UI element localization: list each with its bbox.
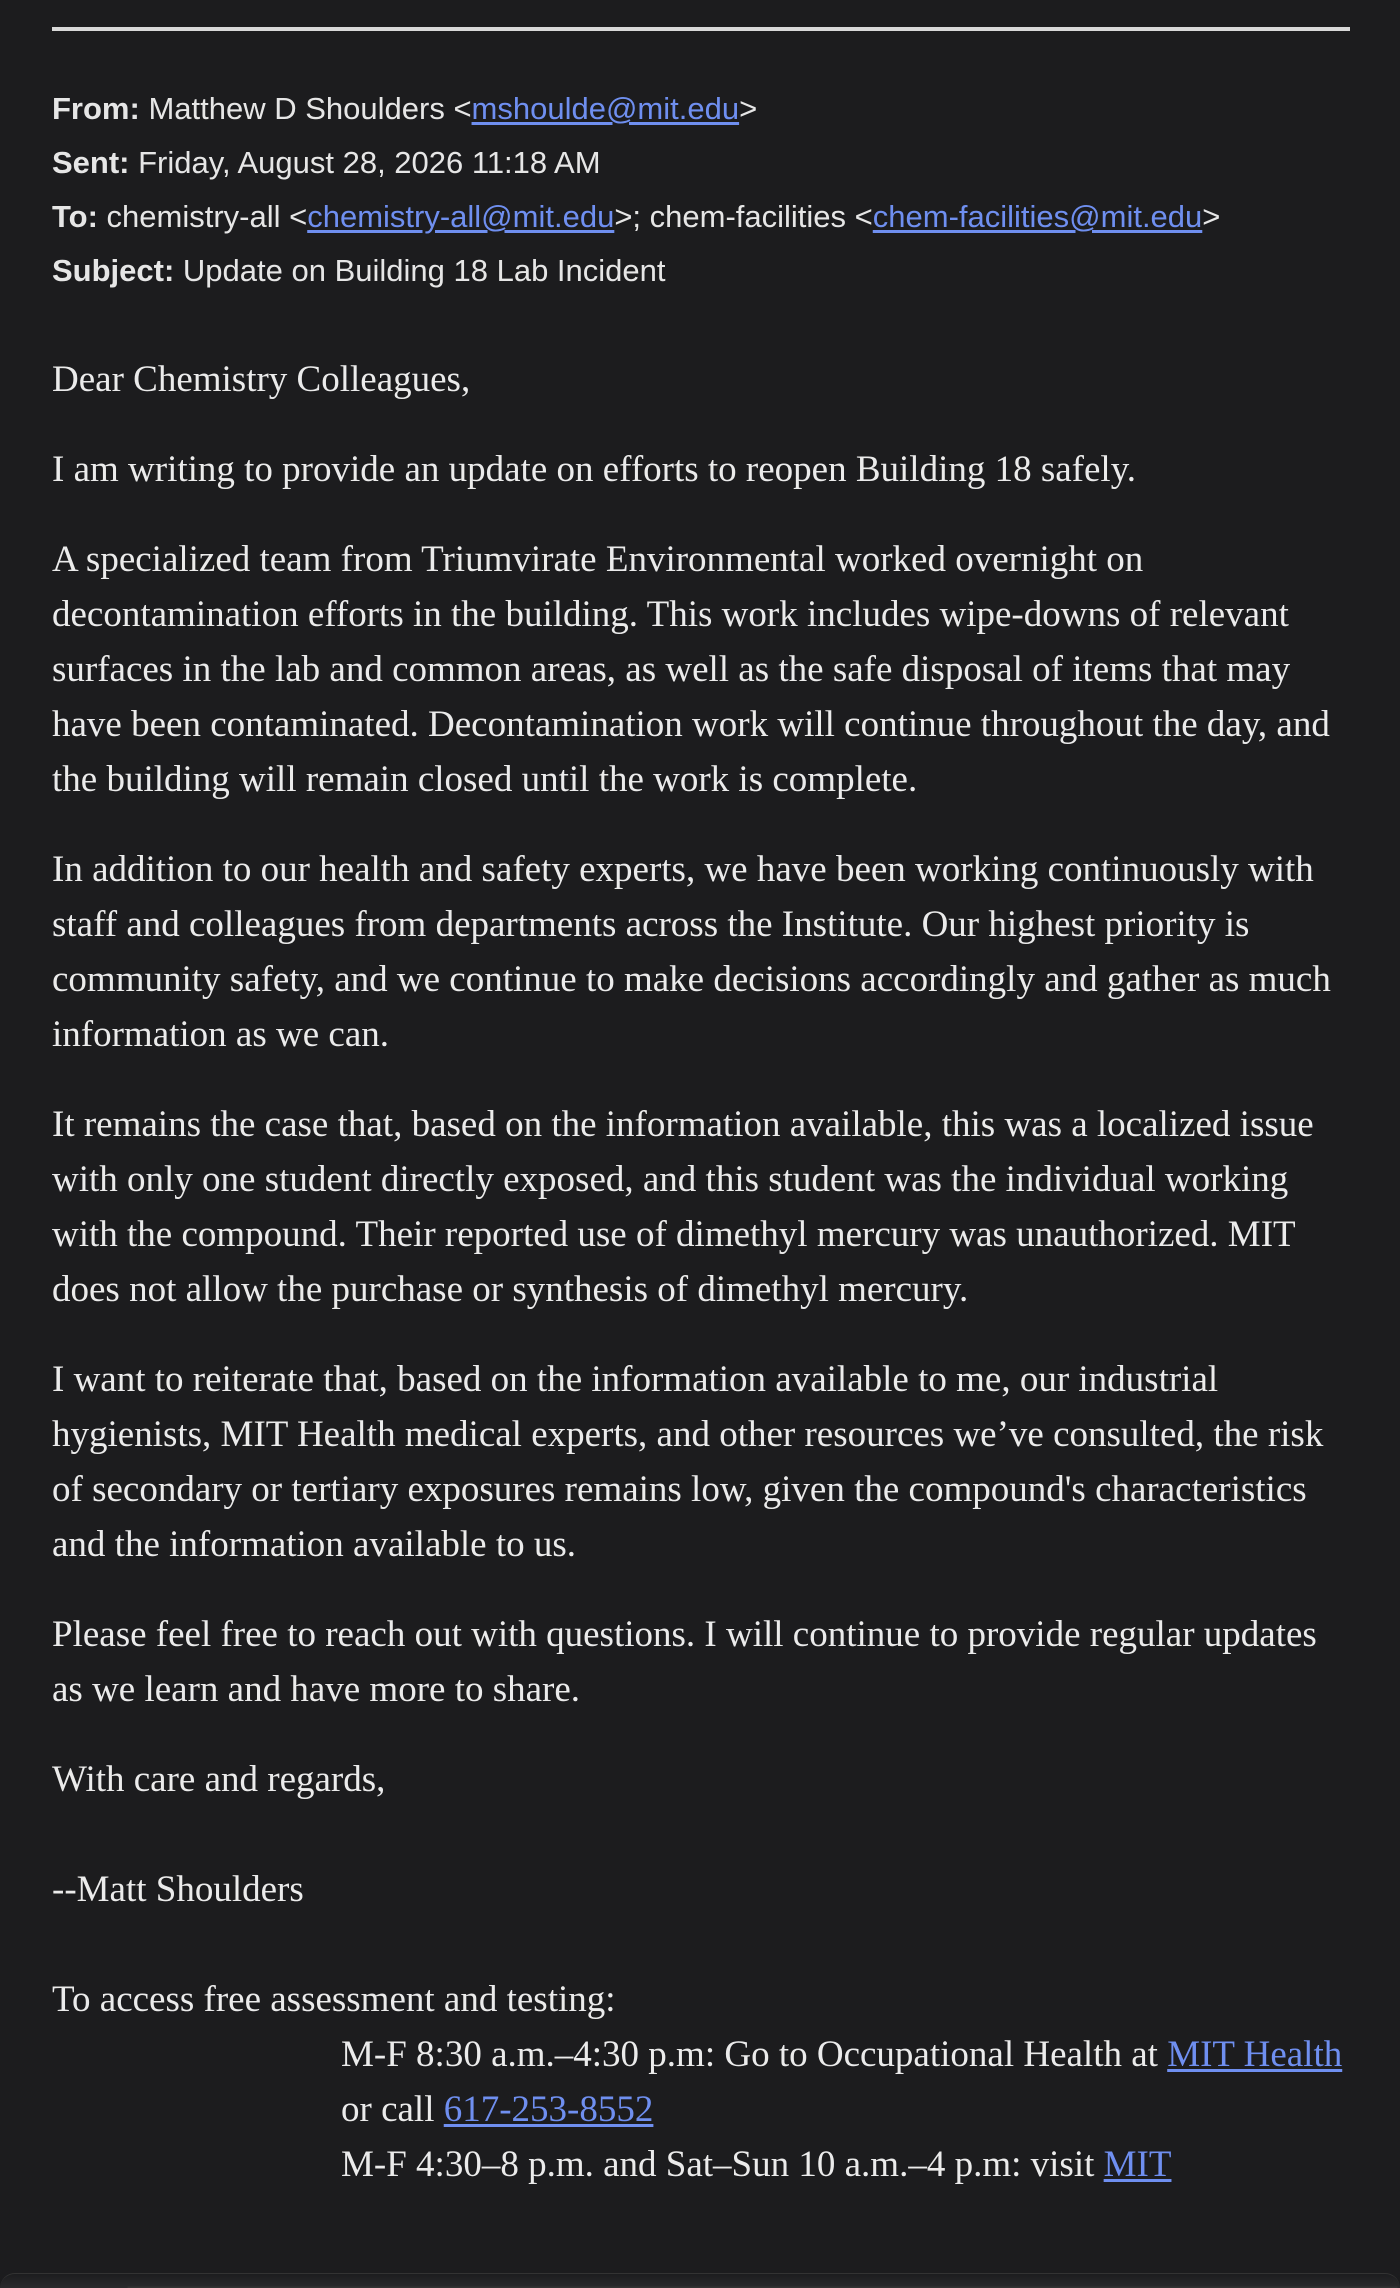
paragraph-2: A specialized team from Triumvirate Environmental worked overnight on decontamination efforts in the building. This work includes wipe-downs of relevant surfaces in the lab and common areas, as well as the safe disposal of items that may have been contaminated. Decontamination work will continue throughout the day, and the building will remain closed until the work is complete.	[52, 539, 1330, 800]
paragraph-1: I am writing to provide an update on efforts to reopen Building 18 safely.	[52, 449, 1137, 490]
email-body	[52, 352, 1352, 2192]
subject-label: Subject:	[52, 253, 175, 288]
sent-label: Sent:	[52, 145, 130, 180]
from-row: From: Matthew D Shoulders <mshoulde@mit.edu>	[52, 91, 758, 126]
paragraph-6: Please feel free to reach out with questions. I will continue to provide regular updates as we learn and have more to share.	[52, 1614, 1317, 1710]
to-label: To:	[52, 199, 98, 234]
signature: --Matt Shoulders	[52, 1869, 304, 1910]
mit-health-link[interactable]: MIT Health	[1167, 2034, 1343, 2075]
access-item-2	[341, 2137, 1352, 2192]
from-name: Matthew D Shoulders	[148, 91, 445, 126]
access-item-2-text: M-F 4:30–8 p.m. and Sat–Sun 10 a.m.–4 p.m: visit	[341, 2144, 1095, 2185]
to-email-link-2[interactable]: chem-facilities@mit.edu	[872, 199, 1203, 234]
bottom-sheet-edge	[0, 2273, 1400, 2288]
to-name-2: chem-facilities	[649, 199, 847, 234]
greeting: Dear Chemistry Colleagues,	[52, 359, 471, 400]
paragraph-3: In addition to our health and safety experts, we have been working continuously with staff and colleagues from departments across the Institute. Our highest priority is community safety, and we continue to make decisions accordingly and gather as much information as we can.	[52, 849, 1331, 1055]
access-item-1	[341, 2027, 1352, 2137]
phone-link[interactable]: 617-253-8552	[443, 2089, 654, 2130]
mit-link[interactable]: MIT	[1103, 2144, 1172, 2185]
paragraph-5: I want to reiterate that, based on the information available to me, our industrial hygienists, MIT Health medical experts, and other resources we’ve consulted, the risk of secondary or tertiary exposures remains low, given the compound's characteristics and the information available to us.	[52, 1359, 1324, 1565]
subject-row	[52, 244, 1352, 298]
paragraph-4: It remains the case that, based on the information available, this was a localized issue with only one student directly exposed, and this student was the individual working with the compound. Their reported use of dimethyl mercury was unauthorized. MIT does not allow the purchase or synthesis of dimethyl mercury.	[52, 1104, 1314, 1310]
sent-value: Friday, August 28, 2026 11:18 AM	[138, 145, 601, 180]
access-list	[52, 2027, 1352, 2192]
from-email-link[interactable]: mshoulde@mit.edu	[471, 91, 740, 126]
from-label: From:	[52, 91, 140, 126]
access-item-1-text: M-F 8:30 a.m.–4:30 p.m: Go to Occupational Health at	[341, 2034, 1158, 2075]
to-email-link-1[interactable]: chemistry-all@mit.edu	[307, 199, 615, 234]
signoff: With care and regards,	[52, 1759, 386, 1800]
top-divider	[52, 27, 1350, 31]
subject-value: Update on Building 18 Lab Incident	[182, 253, 666, 288]
sent-row	[52, 136, 1352, 190]
to-name-1: chemistry-all	[106, 199, 281, 234]
access-item-1-mid: or call	[341, 2089, 435, 2130]
access-intro: To access free assessment and testing:	[52, 1979, 616, 2020]
email-header	[52, 82, 1352, 298]
to-row: To: chemistry-all <chemistry-all@mit.edu>; chem-facilities <chem-facilities@mit.edu>	[52, 199, 1221, 234]
